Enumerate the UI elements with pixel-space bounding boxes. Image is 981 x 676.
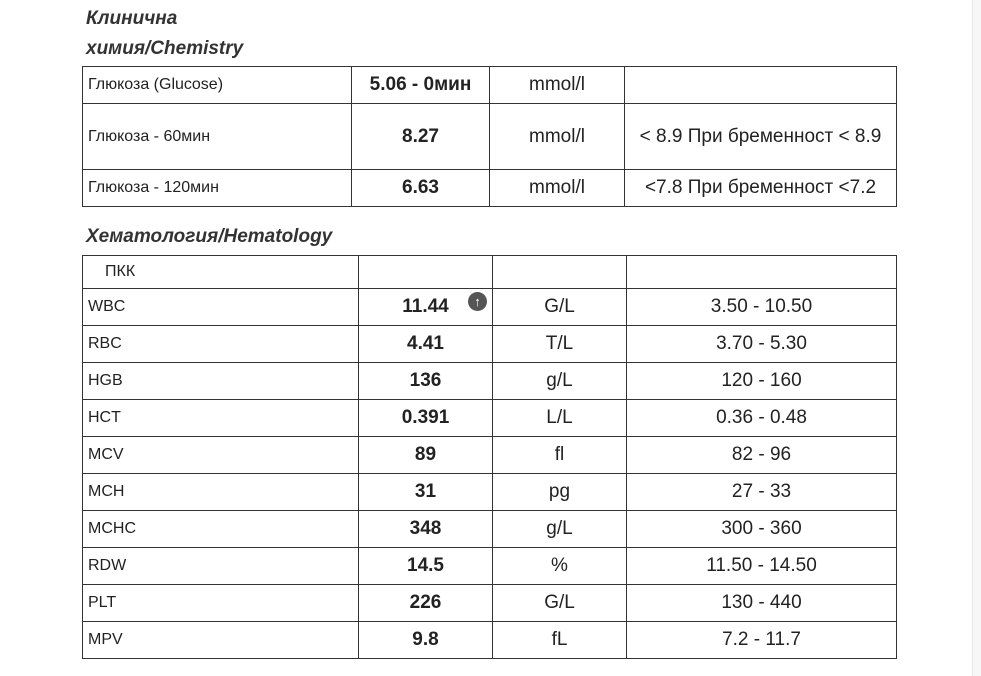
table-row (83, 511, 897, 548)
test-reference: 82 - 96 (627, 437, 897, 474)
test-name: RBC (83, 326, 359, 363)
chemistry-title: Клинична химия/Chemistry (86, 8, 244, 59)
table-row (83, 67, 897, 104)
test-unit: G/L (493, 585, 627, 622)
test-reference: 27 - 33 (627, 474, 897, 511)
test-value: 11.44 (402, 296, 449, 317)
table-row (83, 104, 897, 170)
test-name: MCH (83, 474, 359, 511)
test-unit: mmol/l (490, 170, 625, 207)
test-reference: 11.50 - 14.50 (627, 548, 897, 585)
test-unit: mmol/l (490, 104, 625, 170)
test-name: PLT (83, 585, 359, 622)
arrow-up-circle-icon: ↑ (468, 292, 487, 311)
test-value: 14.5 (359, 548, 493, 585)
test-unit: pg (493, 474, 627, 511)
test-reference: 130 - 440 (627, 585, 897, 622)
test-reference (625, 67, 897, 104)
test-name: Глюкоза - 60мин (83, 104, 352, 170)
test-value: 0.391 (359, 400, 493, 437)
table-row (83, 437, 897, 474)
table-row (83, 363, 897, 400)
group-label: ПКК (83, 256, 359, 289)
hematology-title: Хематология/Hematology (86, 226, 333, 247)
test-value: 8.27 (352, 104, 490, 170)
test-reference: < 8.9 При бременност < 8.9 (625, 104, 897, 170)
test-unit: mmol/l (490, 67, 625, 104)
test-unit: % (493, 548, 627, 585)
table-row (83, 170, 897, 207)
test-reference: 7.2 - 11.7 (627, 622, 897, 659)
table-row (83, 548, 897, 585)
table-row (83, 585, 897, 622)
test-name: Глюкоза (Glucose) (83, 67, 352, 104)
table-row (83, 256, 897, 289)
test-value: 89 (359, 437, 493, 474)
test-unit: fL (493, 622, 627, 659)
table-row (83, 474, 897, 511)
test-reference: 300 - 360 (627, 511, 897, 548)
test-value: 348 (359, 511, 493, 548)
test-value: 9.8 (359, 622, 493, 659)
test-value: 4.41 (359, 326, 493, 363)
test-name: MPV (83, 622, 359, 659)
test-name: MCV (83, 437, 359, 474)
test-unit: g/L (493, 363, 627, 400)
test-name: HCT (83, 400, 359, 437)
test-value-cell (359, 289, 493, 326)
test-reference: 0.36 - 0.48 (627, 400, 897, 437)
test-reference: 3.50 - 10.50 (627, 289, 897, 326)
test-unit: g/L (493, 511, 627, 548)
table-row (83, 622, 897, 659)
test-value: 5.06 - 0мин (352, 67, 490, 104)
page-edge (972, 0, 981, 676)
test-unit: G/L (493, 289, 627, 326)
table-row (83, 400, 897, 437)
test-name: MCHC (83, 511, 359, 548)
test-value: 136 (359, 363, 493, 400)
test-name: Глюкоза - 120мин (83, 170, 352, 207)
test-name: WBC (83, 289, 359, 326)
test-value: 6.63 (352, 170, 490, 207)
test-unit: T/L (493, 326, 627, 363)
table-row (83, 326, 897, 363)
chemistry-table (82, 66, 897, 207)
test-value: 31 (359, 474, 493, 511)
table-row (83, 289, 897, 326)
test-unit: fl (493, 437, 627, 474)
test-reference: 3.70 - 5.30 (627, 326, 897, 363)
test-value: 226 (359, 585, 493, 622)
test-reference: 120 - 160 (627, 363, 897, 400)
test-name: HGB (83, 363, 359, 400)
test-reference: <7.8 При бременност <7.2 (625, 170, 897, 207)
test-unit: L/L (493, 400, 627, 437)
test-name: RDW (83, 548, 359, 585)
hematology-table (82, 255, 897, 659)
